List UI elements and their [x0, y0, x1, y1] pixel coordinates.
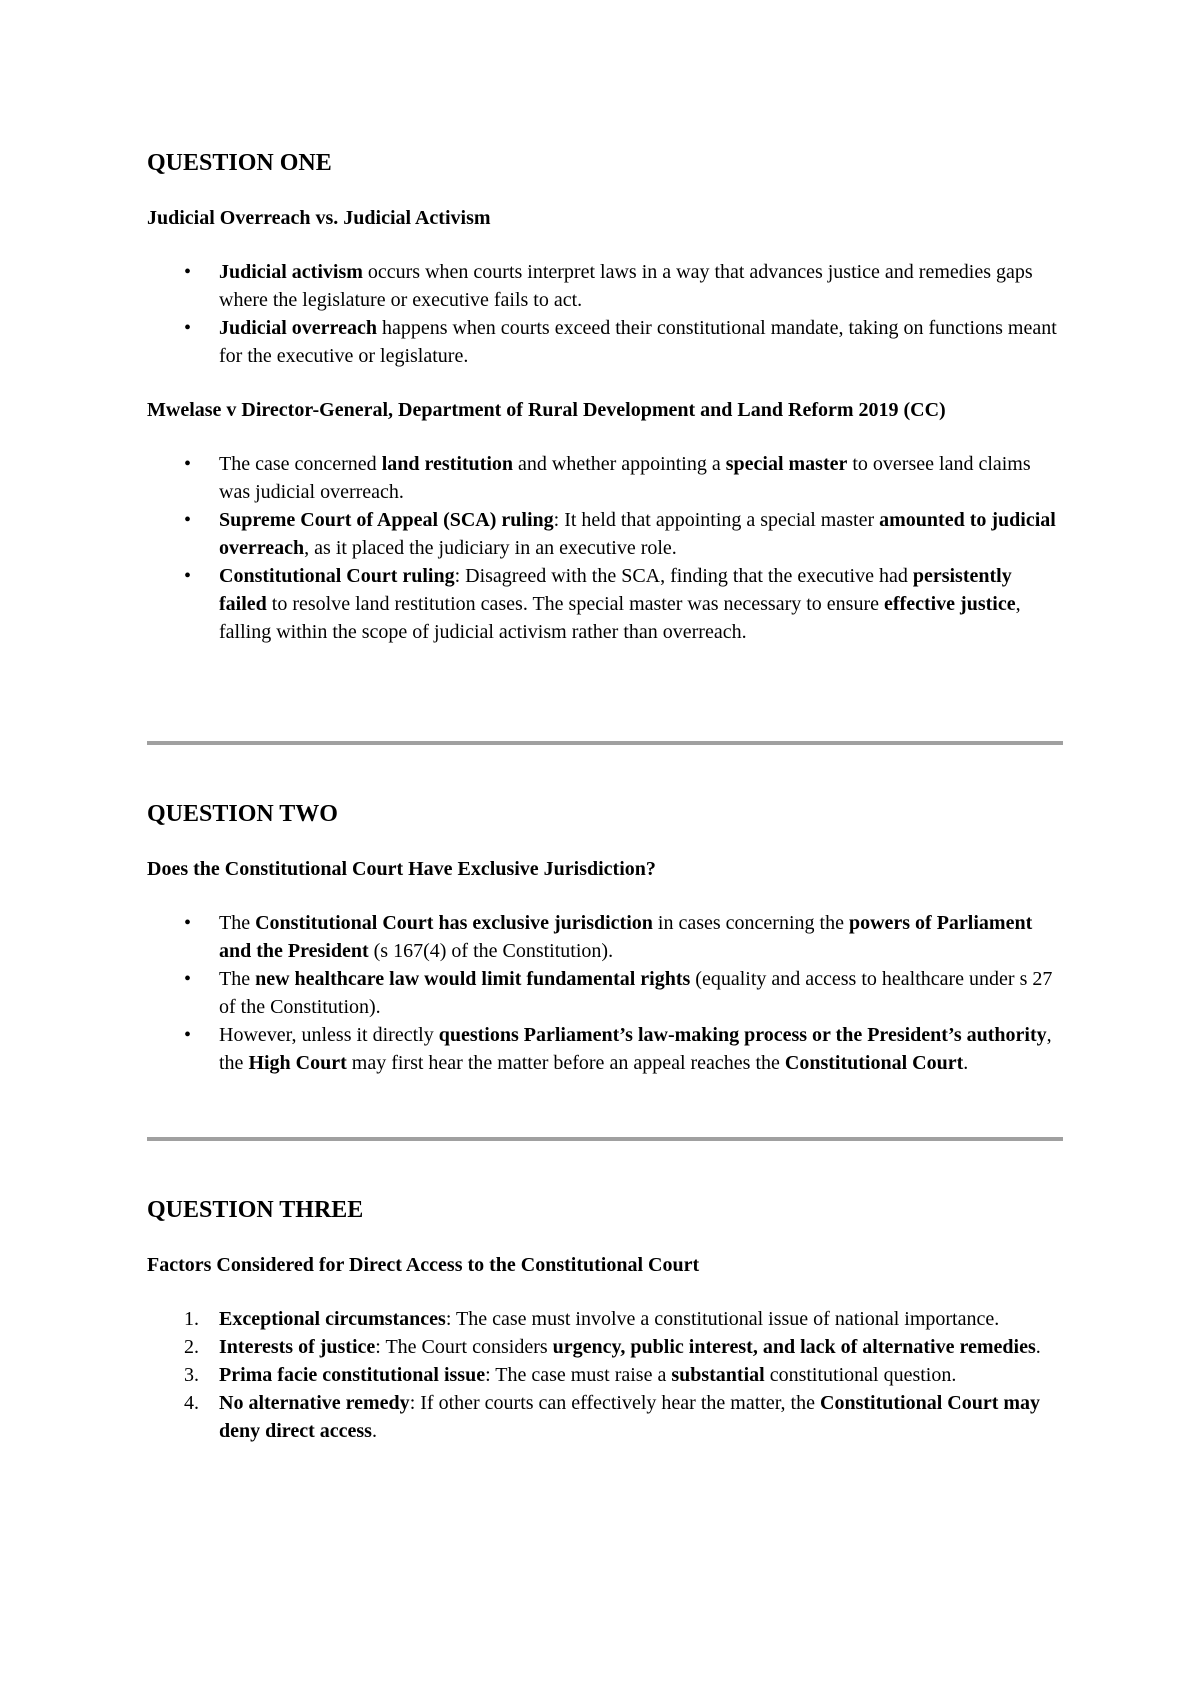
- list-item: [147, 562, 1063, 646]
- item-text: The case concerned: [219, 453, 382, 475]
- question-two-section: [147, 799, 1063, 1077]
- item-text: to oversee land claims was judicial overreach.: [219, 453, 1031, 503]
- item-number: 4.: [184, 1392, 199, 1414]
- bold-term: Prima facie constitutional issue: [219, 1364, 486, 1386]
- item-text: happens when courts exceed their constitutional mandate, taking on functions meant for the executive or legislature.: [219, 317, 1057, 367]
- bold-term: new healthcare law would limit fundamental rights: [255, 968, 691, 990]
- question-one-section: [147, 148, 1063, 646]
- bold-term: Judicial activism: [219, 261, 363, 283]
- bold-term: High Court: [248, 1052, 347, 1074]
- item-text: to resolve land restitution cases. The special master was necessary to ensure: [266, 593, 884, 615]
- bold-term: Constitutional Court may deny direct access: [219, 1392, 1041, 1442]
- list-item: [147, 314, 1063, 370]
- jurisdiction-list: [147, 909, 1063, 1077]
- list-item: [147, 1333, 1063, 1361]
- case-heading: Mwelase v Director-General, Department of Rural Development and Land Reform 2019 (CC): [147, 399, 946, 421]
- bold-term: land restitution: [381, 453, 514, 475]
- bold-term: persistently failed: [219, 565, 1012, 615]
- bold-term: questions Parliament’s law-making process or the President’s authority: [438, 1024, 1047, 1046]
- list-item: [147, 258, 1063, 314]
- item-text: , falling within the scope of judicial activism rather than overreach.: [219, 593, 1021, 643]
- item-text: constitutional question.: [764, 1364, 957, 1386]
- section-divider: [147, 1137, 1063, 1141]
- bold-term: substantial: [671, 1364, 765, 1386]
- list-item: [147, 1389, 1063, 1445]
- list-item: [147, 506, 1063, 562]
- item-text: : The Court considers: [375, 1336, 553, 1358]
- question-three-title: QUESTION THREE: [147, 1197, 364, 1223]
- bold-term: Exceptional circumstances: [219, 1308, 446, 1330]
- question-one-heading: Judicial Overreach vs. Judicial Activism: [147, 207, 491, 229]
- item-text: .: [371, 1420, 377, 1442]
- question-two-heading: Does the Constitutional Court Have Exclusive Jurisdiction?: [147, 858, 656, 880]
- bold-term: amounted to judicial overreach: [219, 509, 1056, 559]
- bold-term: Judicial overreach: [219, 317, 377, 339]
- item-text: and whether appointing a: [513, 453, 726, 475]
- item-number: 2.: [184, 1336, 199, 1358]
- item-text: .: [1035, 1336, 1041, 1358]
- list-item: [147, 1361, 1063, 1389]
- bold-term: powers of Parliament and the President: [219, 912, 1033, 962]
- bold-term: Constitutional Court ruling: [219, 565, 455, 587]
- factors-list: [147, 1305, 1063, 1445]
- list-item: [147, 1305, 1063, 1333]
- item-text: : The case must involve a constitutional issue of national importance.: [445, 1308, 1000, 1330]
- list-item: [147, 1021, 1063, 1077]
- item-text: : It held that appointing a special master: [553, 509, 880, 531]
- section-divider: [147, 741, 1063, 745]
- item-number: 3.: [184, 1364, 199, 1386]
- question-two-title: QUESTION TWO: [147, 801, 338, 827]
- bold-term: urgency, public interest, and lack of alternative remedies: [552, 1336, 1036, 1358]
- item-text: may first hear the matter before an appeal reaches the: [346, 1052, 785, 1074]
- bold-term: Interests of justice: [219, 1336, 376, 1358]
- item-text: (equality and access to healthcare under s 27 of the Constitution).: [219, 968, 1053, 1018]
- list-item: [147, 909, 1063, 965]
- item-text: The: [219, 968, 256, 990]
- item-text: in cases concerning the: [652, 912, 849, 934]
- item-text: occurs when courts interpret laws in a way that advances justice and remedies gaps where the legislature or executive fails to act.: [219, 261, 1033, 311]
- bold-term: effective justice: [884, 593, 1016, 615]
- item-text: : The case must raise a: [485, 1364, 672, 1386]
- case-list: [147, 450, 1063, 646]
- item-text: , as it placed the judiciary in an executive role.: [304, 537, 677, 559]
- bold-term: Constitutional Court has exclusive jurisdiction: [255, 912, 653, 934]
- list-item: [147, 450, 1063, 506]
- bold-term: Constitutional Court: [784, 1052, 964, 1074]
- question-three-section: [147, 1195, 1063, 1445]
- item-text: (s 167(4) of the Constitution).: [368, 940, 614, 962]
- definitions-list: [147, 258, 1063, 370]
- bold-term: Supreme Court of Appeal (SCA) ruling: [219, 509, 554, 531]
- item-number: 1.: [184, 1308, 199, 1330]
- item-text: However, unless it directly: [219, 1024, 439, 1046]
- question-three-heading: Factors Considered for Direct Access to the Constitutional Court: [147, 1254, 700, 1276]
- list-item: [147, 965, 1063, 1021]
- bold-term: special master: [725, 453, 848, 475]
- item-text: : If other courts can effectively hear the matter, the: [409, 1392, 820, 1414]
- item-text: The: [219, 912, 256, 934]
- question-one-title: QUESTION ONE: [147, 150, 332, 176]
- bold-term: No alternative remedy: [219, 1392, 410, 1414]
- item-text: , the: [219, 1024, 1052, 1074]
- item-text: : Disagreed with the SCA, finding that the executive had: [454, 565, 913, 587]
- item-text: .: [963, 1052, 969, 1074]
